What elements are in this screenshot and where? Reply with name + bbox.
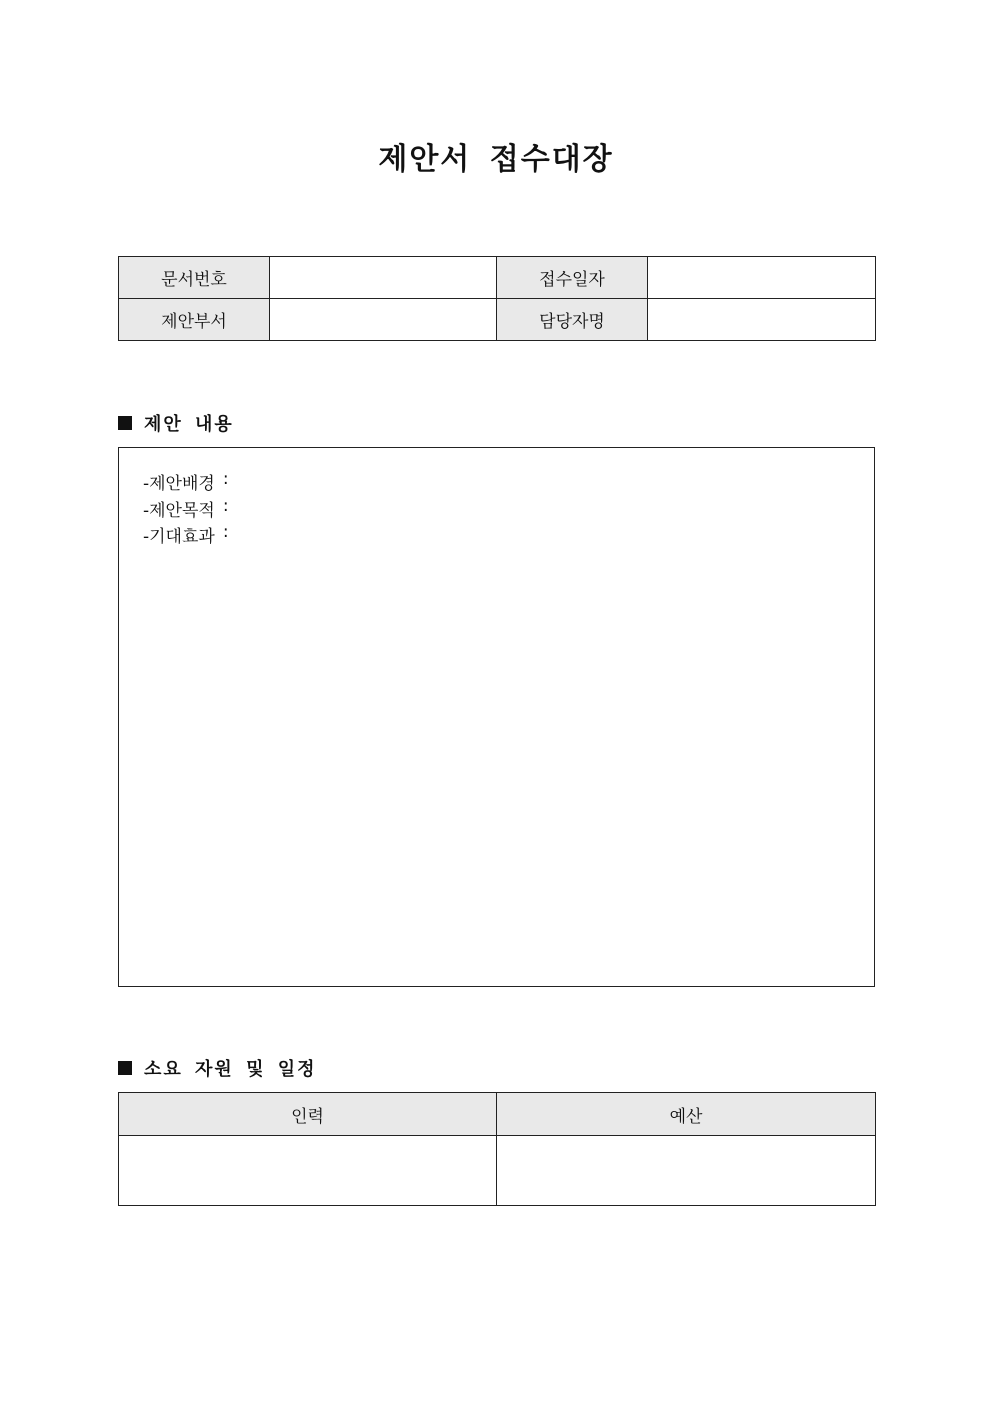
list-item (143, 496, 229, 521)
purpose-separator: : (222, 496, 229, 516)
resource-section-heading (118, 1055, 317, 1081)
table-row (119, 257, 876, 299)
budget-column-header: 예산 (497, 1093, 876, 1136)
table-header-row (119, 1093, 876, 1136)
expected-effect-separator: : (222, 522, 229, 542)
person-in-charge-field[interactable] (648, 299, 876, 341)
proposal-content-box[interactable] (118, 447, 875, 987)
document-info-table (118, 256, 876, 341)
table-row (119, 299, 876, 341)
background-label: -제안배경 (143, 474, 215, 494)
list-item (143, 469, 229, 494)
list-item (143, 522, 229, 547)
manpower-column-header: 인력 (119, 1093, 497, 1136)
purpose-label: -제안목적 (143, 501, 215, 521)
document-number-label: 문서번호 (119, 257, 270, 299)
receipt-date-field[interactable] (648, 257, 876, 299)
proposal-section-heading (118, 410, 234, 436)
square-bullet-icon (118, 416, 132, 430)
budget-field[interactable] (497, 1136, 876, 1206)
document-number-field[interactable] (270, 257, 497, 299)
table-row (119, 1136, 876, 1206)
receipt-date-label: 접수일자 (497, 257, 648, 299)
resource-section-title: 소요 자원 및 일정 (144, 1059, 317, 1080)
proposing-department-field[interactable] (270, 299, 497, 341)
background-separator: : (222, 469, 229, 489)
proposal-section-title: 제안 내용 (144, 414, 234, 435)
expected-effect-label: -기대효과 (143, 527, 215, 547)
manpower-field[interactable] (119, 1136, 497, 1206)
proposing-department-label: 제안부서 (119, 299, 270, 341)
square-bullet-icon (118, 1061, 132, 1075)
person-in-charge-label: 담당자명 (497, 299, 648, 341)
resource-schedule-table (118, 1092, 876, 1206)
page-title: 제안서 접수대장 (378, 142, 614, 177)
